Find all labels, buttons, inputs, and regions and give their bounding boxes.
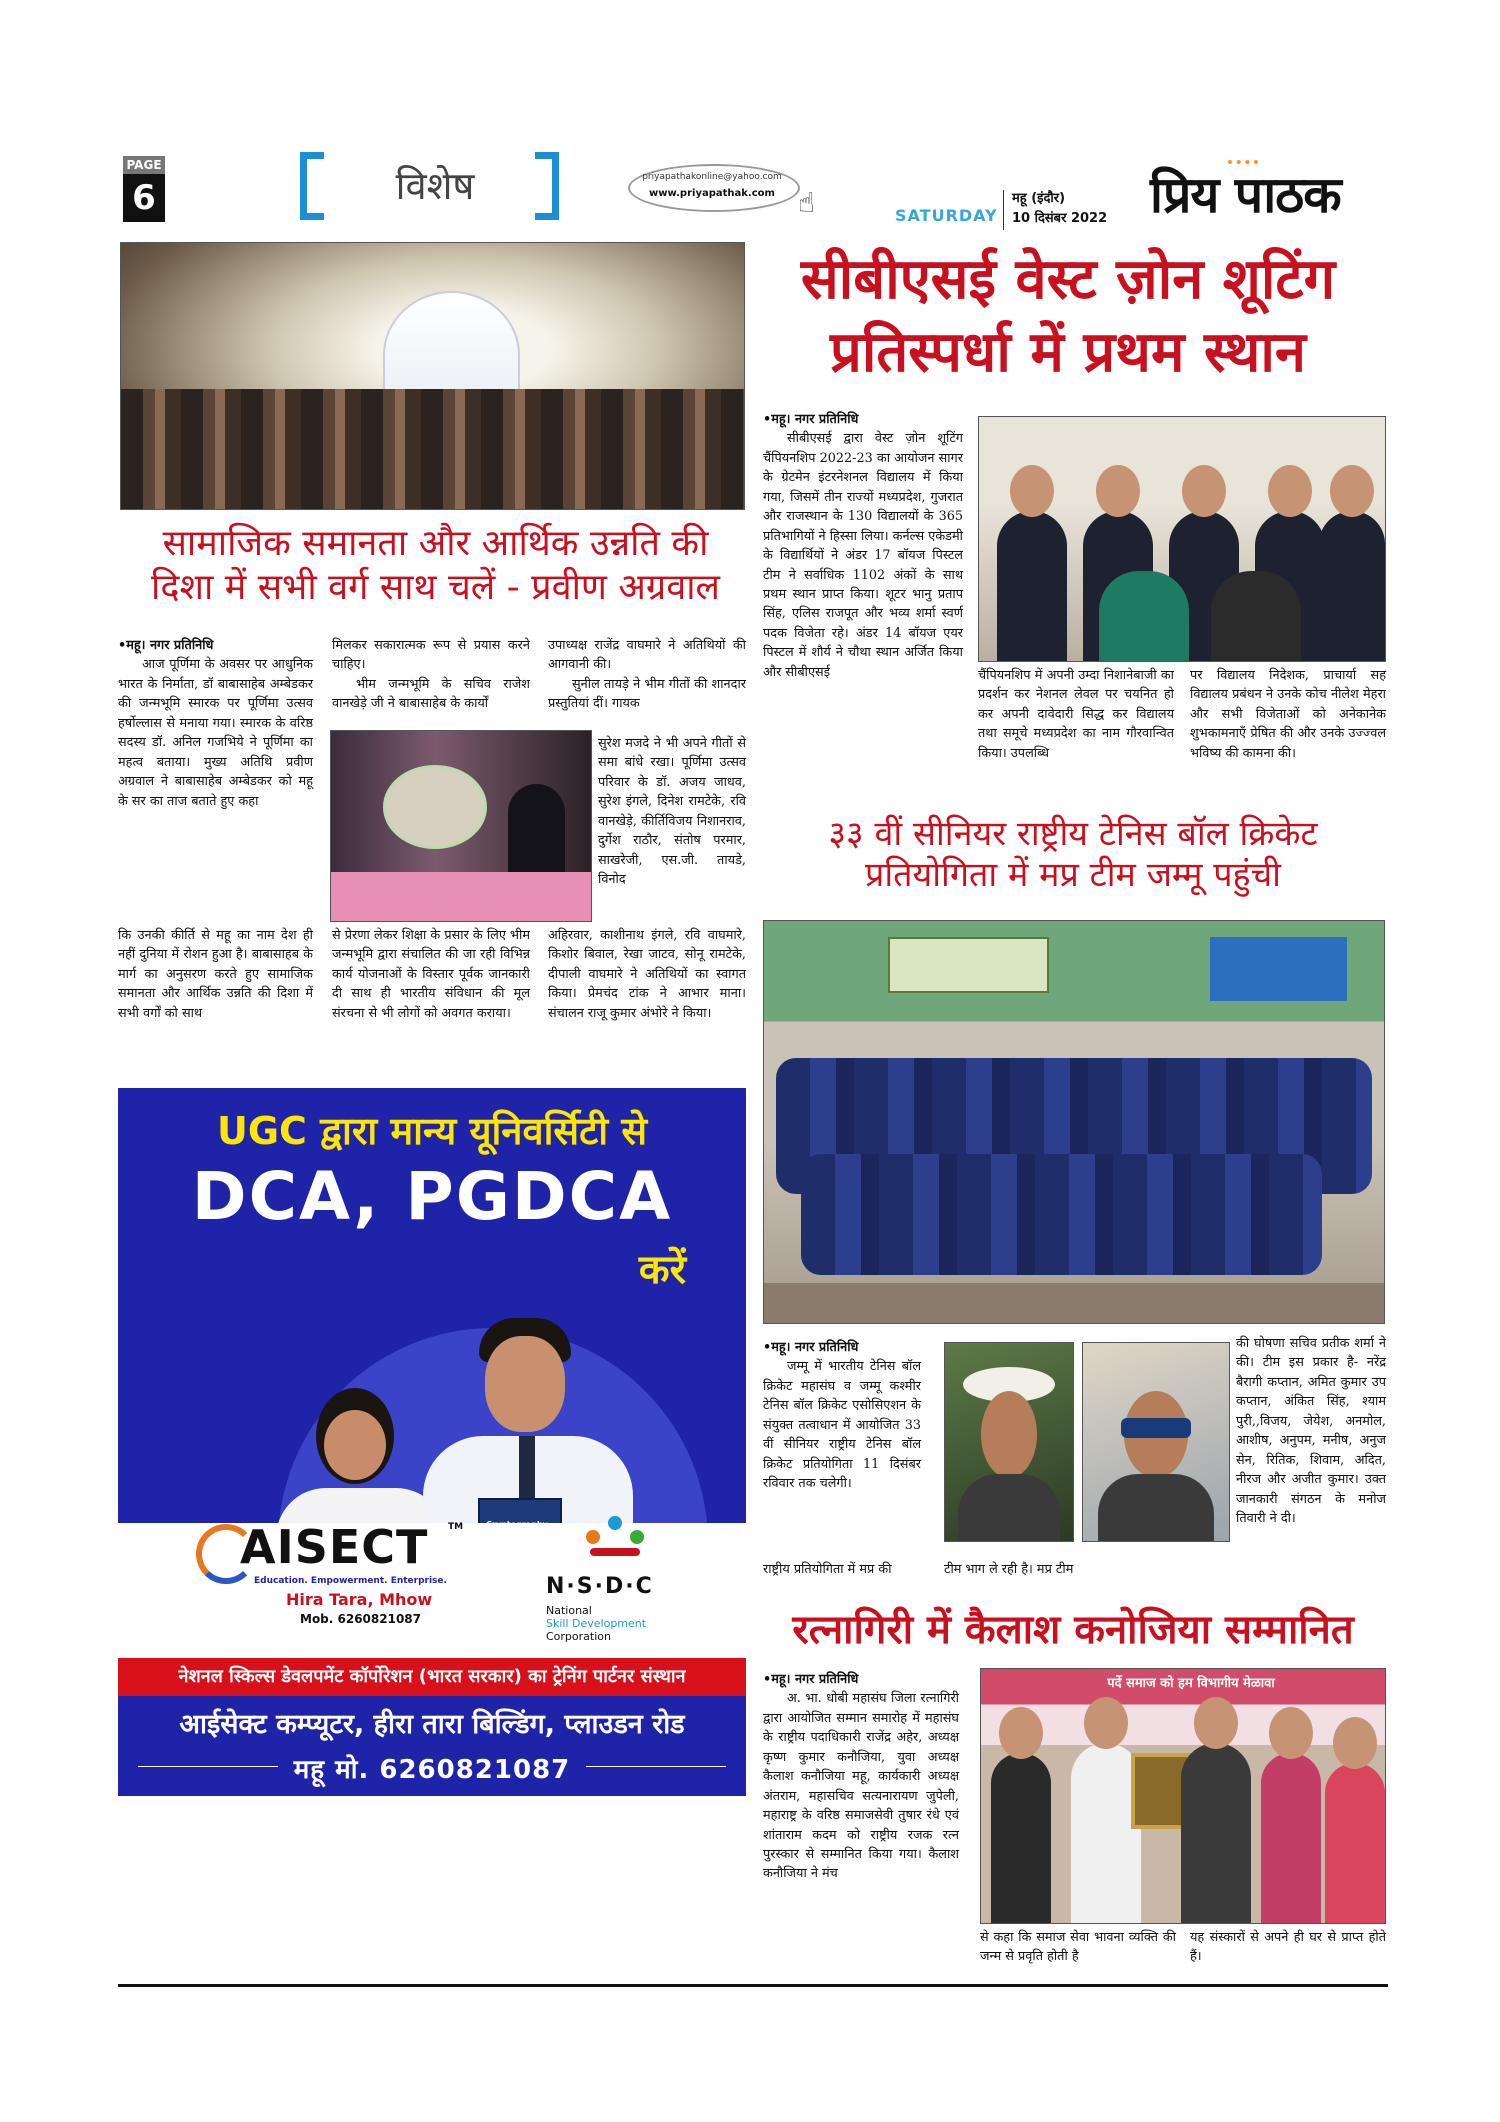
website-text: www.priyapathak.com	[649, 188, 775, 199]
logo-sunburst-icon	[1228, 160, 1258, 172]
tennisball-headline	[758, 814, 1388, 897]
tennisball-headline-line2: प्रतियोगिता में मप्र टीम जम्मू पहुंची	[864, 855, 1281, 896]
tennisball-bottom-line2: टीम भाग ले रही है। मप्र टीम	[944, 1562, 1074, 1577]
equality-col1-top-text: आज पूर्णिमा के अवसर पर आधुनिक भारत के निर्माता, डॉ बाबासाहेब अम्बेडकर की जन्मभूमि स्मारक पर पूर्णिमा उत्सव हर्षोल्लास से मनाया गया। स्मारक के वरिष्ठ सदस्य डॉ. अनिल गजभिये ने पूर्णिमा का महत्व बताया। मुख्य अतिथि प्रवीण अग्रवाल ने बाबासाहेब अम्बेडकर को महू के सर का ताज बताते हुए कहा	[118, 657, 313, 809]
equality-byline: • महू। नगर प्रतिनिधि	[118, 636, 313, 655]
date-text: 10 दिसंबर 2022	[1012, 211, 1108, 226]
ambedkar-memorial-stage-photo	[330, 730, 592, 922]
equality-col1-top	[118, 636, 313, 811]
ad-phone: महू मो. 6260821087	[293, 1755, 571, 1785]
shooting-col1-text: सीबीएसई द्वारा वेस्ट ज़ोन शूटिंग चैंपियनशिप 2022-23 का आयोजन सागर के ग्रेटमेन इंटरनेशनल विद्यालय में किया गया, जिसमें तीन राज्यों मध्यप्रदेश, गुजरात और राजस्थान के 130 विद्यालयों के 365 प्रतिभागियों ने हिस्सा लिया। कर्नल्स एकेडमी के विद्यार्थियों ने अंडर 17 बॉयज पिस्टल टीम ने सर्वाधिक 1102 अंकों के साथ प्रथम स्थान प्राप्त किया। शूटर भानु प्रताप सिंह, एलिस राजपूत और भव्य शर्मा स्वर्ण पदक विजेता रहे। अंडर 14 बॉयज एयर पिस्टल में शौर्य ने चौथा स्थान अर्जित किया और सीबीएसई	[763, 431, 963, 680]
shooting-headline	[758, 244, 1378, 390]
nsdc-logo[interactable]	[546, 1516, 696, 1646]
shooting-winners-photo	[978, 416, 1386, 662]
page-label: PAGE	[123, 156, 165, 174]
nsdc-people-icon	[586, 1516, 646, 1564]
ad-headline-courses: DCA, PGDCA	[191, 1158, 673, 1235]
aisect-branch: Hira Tara, Mhow	[286, 1590, 433, 1609]
equality-headline-line2: दिशा में सभी वर्ग साथ चलें - प्रवीण अग्रवाल	[151, 566, 720, 608]
ratnagiri-col2: से कहा कि समाज सेवा भावना व्यक्ति की जन्म से प्रवृति होती है	[980, 1930, 1176, 1965]
date-divider	[1003, 190, 1004, 230]
tennisball-col1	[763, 1338, 921, 1494]
section-bracket-left	[300, 152, 324, 220]
nsdc-wordmark: N·S·D·C	[546, 1574, 654, 1599]
ratnagiri-col3: यह संस्कारों से अपने ही घर से प्राप्त होते हैं।	[1190, 1930, 1386, 1965]
purnima-event-photo	[120, 242, 745, 510]
ratnagiri-col1	[763, 1670, 959, 1884]
aisect-tm: TM	[448, 1522, 464, 1532]
equality-col2-top-text-b: भीम जन्मभूमि के सचिव राजेश वानखेड़े जी ने बाबासाहेब के कार्यों	[332, 676, 530, 712]
shooting-headline-line2: प्रतिस्पर्धा में प्रथम स्थान	[830, 319, 1306, 385]
equality-col2-top-text: मिलकर सकारात्मक रूप से प्रयास करने चाहिए।	[332, 638, 530, 673]
section-title: विशेष	[395, 164, 475, 208]
email-text: priyapathakonline@yahoo.com	[642, 172, 782, 182]
shooting-headline-line1: सीबीएसई वेस्ट ज़ोन शूटिंग	[800, 247, 1336, 312]
aisect-tagline: Education. Empowerment. Enterprise.	[254, 1576, 447, 1586]
equality-col3-top-text-b: सुनील तायड़े ने भीम गीतों की शानदार प्रस्तुतियां दीं। गायक	[548, 676, 746, 712]
aisect-mobile: Mob. 6260821087	[300, 1612, 422, 1626]
section-bracket-right	[535, 152, 559, 220]
tennisball-col1-text: जम्मू में भारतीय टेनिस बॉल क्रिकेट महासंघ व जम्मू कश्मीर टेनिस बॉल क्रिकेट एसोसिएशन के संयुक्त तत्वाधान में आयोजित 33 वीं सीनियर राष्ट्रीय टेनिस बॉल क्रिकेट प्रतियोगिता 11 दिसंबर रविवार तक चलेगी।	[763, 1359, 921, 1492]
ratnagiri-award-photo	[980, 1668, 1386, 1924]
ad-address: आईसेक्ट कम्प्यूटर, हीरा तारा बिल्डिंग, प्लाउडन रोड	[179, 1709, 685, 1740]
equality-headline	[118, 522, 753, 610]
mp-team-group-photo	[763, 920, 1385, 1324]
equality-col2-top	[332, 636, 530, 714]
tennisball-col3: की घोषणा सचिव प्रतीक शर्मा ने की। टीम इस प्रकार है- नरेंद्र बैरागी कप्तान, अमित कुमार उप कप्तान, अंकित सिंह, श्याम पुरी,,विजय, जेयेश, अनमोल, आशीष, अनुपम, मनीष, अनुज सेन, रितिक, शिवाम, अदित, नीरज और अजीत कुमार। उक्त जानकारी संगठन के मनोज तिवारी ने दी।	[1236, 1336, 1386, 1526]
newspaper-logo: प्रिय पाठक	[1150, 165, 1341, 224]
player-portrait-photo-2	[1082, 1342, 1230, 1542]
award-photo-banner: पर्दे समाज को हम विभागीय मेळावा	[1107, 1676, 1275, 1691]
hand-pointer-icon: ☝	[798, 186, 816, 219]
tennisball-bottom-line1: राष्ट्रीय प्रतियोगिता में मप्र की	[763, 1562, 892, 1577]
ratnagiri-byline: • महू। नगर प्रतिनिधि	[763, 1670, 959, 1689]
equality-col2-bottom: से प्रेरणा लेकर शिक्षा के प्रसार के लिए भीम जन्मभूमि द्वारा संचालित की जा रही विभिन्न कार्य योजनाओं के विस्तार पूर्वक जानकारी दी साथ ही भारतीय संविधान की मूल संरचना से भी लोगों को अवगत कराया।	[332, 928, 530, 1021]
ratnagiri-headline: रत्नागिरी में कैलाश कनोजिया सम्मानित	[792, 1607, 1354, 1653]
page-number: 6	[123, 174, 165, 222]
nsdc-full-line2: Skill Development	[546, 1617, 647, 1630]
equality-col3-top	[548, 636, 746, 714]
ad-address-block	[118, 1696, 746, 1796]
tennisball-headline-line1: ३३ वीं सीनियर राष्ट्रीय टेनिस बॉल क्रिकेट	[828, 814, 1318, 854]
nsdc-full-line3: Corporation	[546, 1630, 611, 1643]
equality-col3-top-text: उपाध्यक्ष राजेंद्र वाघमारे ने अतिथियों की आगवानी की।	[548, 638, 746, 673]
bottom-rule	[118, 1984, 1388, 1987]
nsdc-full-line1: National	[546, 1604, 592, 1617]
page-number-box	[123, 156, 165, 224]
ad-headline-ugc: UGC द्वारा मान्य यूनिवर्सिटी से	[216, 1109, 648, 1153]
place-text: महू (इंदौर)	[1012, 191, 1066, 206]
ad-phone-rule-right	[586, 1766, 726, 1767]
day-text: SATURDAY	[895, 206, 998, 225]
shooting-col3: पर विद्यालय निदेशक, प्राचार्या सह विद्यालय प्रबंधन ने उनके कोच नीलेश मेहरा और सभी विजेताओं को अनेकानेक शुभकामनाएँ प्रेषित की और उनके उज्ज्वल भविष्य की कामना की।	[1190, 668, 1386, 761]
equality-col3-bottom: अहिरवार, काशीनाथ इंगले, रवि वाघमारे, किशोर बिवाल, रेखा जाटव, सोनू रामटेके, दीपाली वाघमारे ने अतिथियों का स्वागत किया। प्रेमचंद टांक ने आभार माना। संचालन राजू कुमार अंभोरे ने किया।	[548, 928, 746, 1021]
equality-col1-bottom: कि उनकी कीर्ति से महू का नाम देश ही नहीं दुनिया में रोशन हुआ है। बाबासाहब के मार्ग का अनुसरण करते हुए सामाजिक समानता और आर्थिक उन्नति की दिशा में सभी वर्गों को साथ	[118, 928, 313, 1021]
shooting-col1	[763, 410, 963, 682]
equality-headline-line1: सामाजिक समानता और आर्थिक उन्नति की	[162, 523, 709, 564]
partner-strip: नेशनल स्किल्स डेवलपमेंट कॉर्पोरेशन (भारत सरकार) का ट्रेनिंग पार्टनर संस्थान	[118, 1658, 746, 1696]
shooting-byline: • महू। नगर प्रतिनिधि	[763, 410, 963, 429]
tennisball-byline: • महू। नगर प्रतिनिधि	[763, 1338, 921, 1357]
aisect-wordmark: AISECT	[240, 1520, 429, 1574]
player-portrait-photo-1	[944, 1342, 1074, 1542]
equality-col3-side: सुरेश मजदे ने भी अपने गीतों से समा बांधे रखा। पूर्णिमा उत्सव परिवार के डॉ. अजय जाधव, सुरेश इंगले, दिनेश रामटेके, रवि वानखेड़े, कीर्तिविजय निशानराव, दुर्गेश राठौर, संतोष परमार, साखरेजी, एस.जी. तायडे, विनोद	[598, 736, 746, 888]
ratnagiri-col1-text: अ. भा. धोबी महासंघ जिला रत्नागिरी द्वारा आयोजित सम्मान समारोह में महासंघ के राष्ट्रीय पदाधिकारी राजेंद्र अहेर, अध्यक्ष कृष्ण कुमार कनौजिया, युवा अध्यक्ष कैलाश कनौजिया महू, कार्यकारी अध्यक्ष अंतराम, महासचिव सत्यनारायण जुपेली, महाराष्ट्र के वरिष्ठ समाजसेवी तुषार रंधे एवं शांताराम कदम को राष्ट्रीय रजक रत्न पुरस्कार से सम्मानित किया गया। कैलाश कनौजिया ने मंच	[763, 1691, 959, 1882]
aisect-logo[interactable]	[196, 1520, 476, 1648]
shooting-col2: चैंपियनशिप में अपनी उम्दा निशानेबाजी का प्रदर्शन कर नेशनल लेवल पर चयनित हो कर अपनी दावेदारी सिद्ध कर विद्यालय तथा समूचे मध्यप्रदेश का नाम गौरवान्वित किया। उपलब्धि	[978, 668, 1174, 761]
ad-headline-kare: करें	[638, 1247, 686, 1293]
